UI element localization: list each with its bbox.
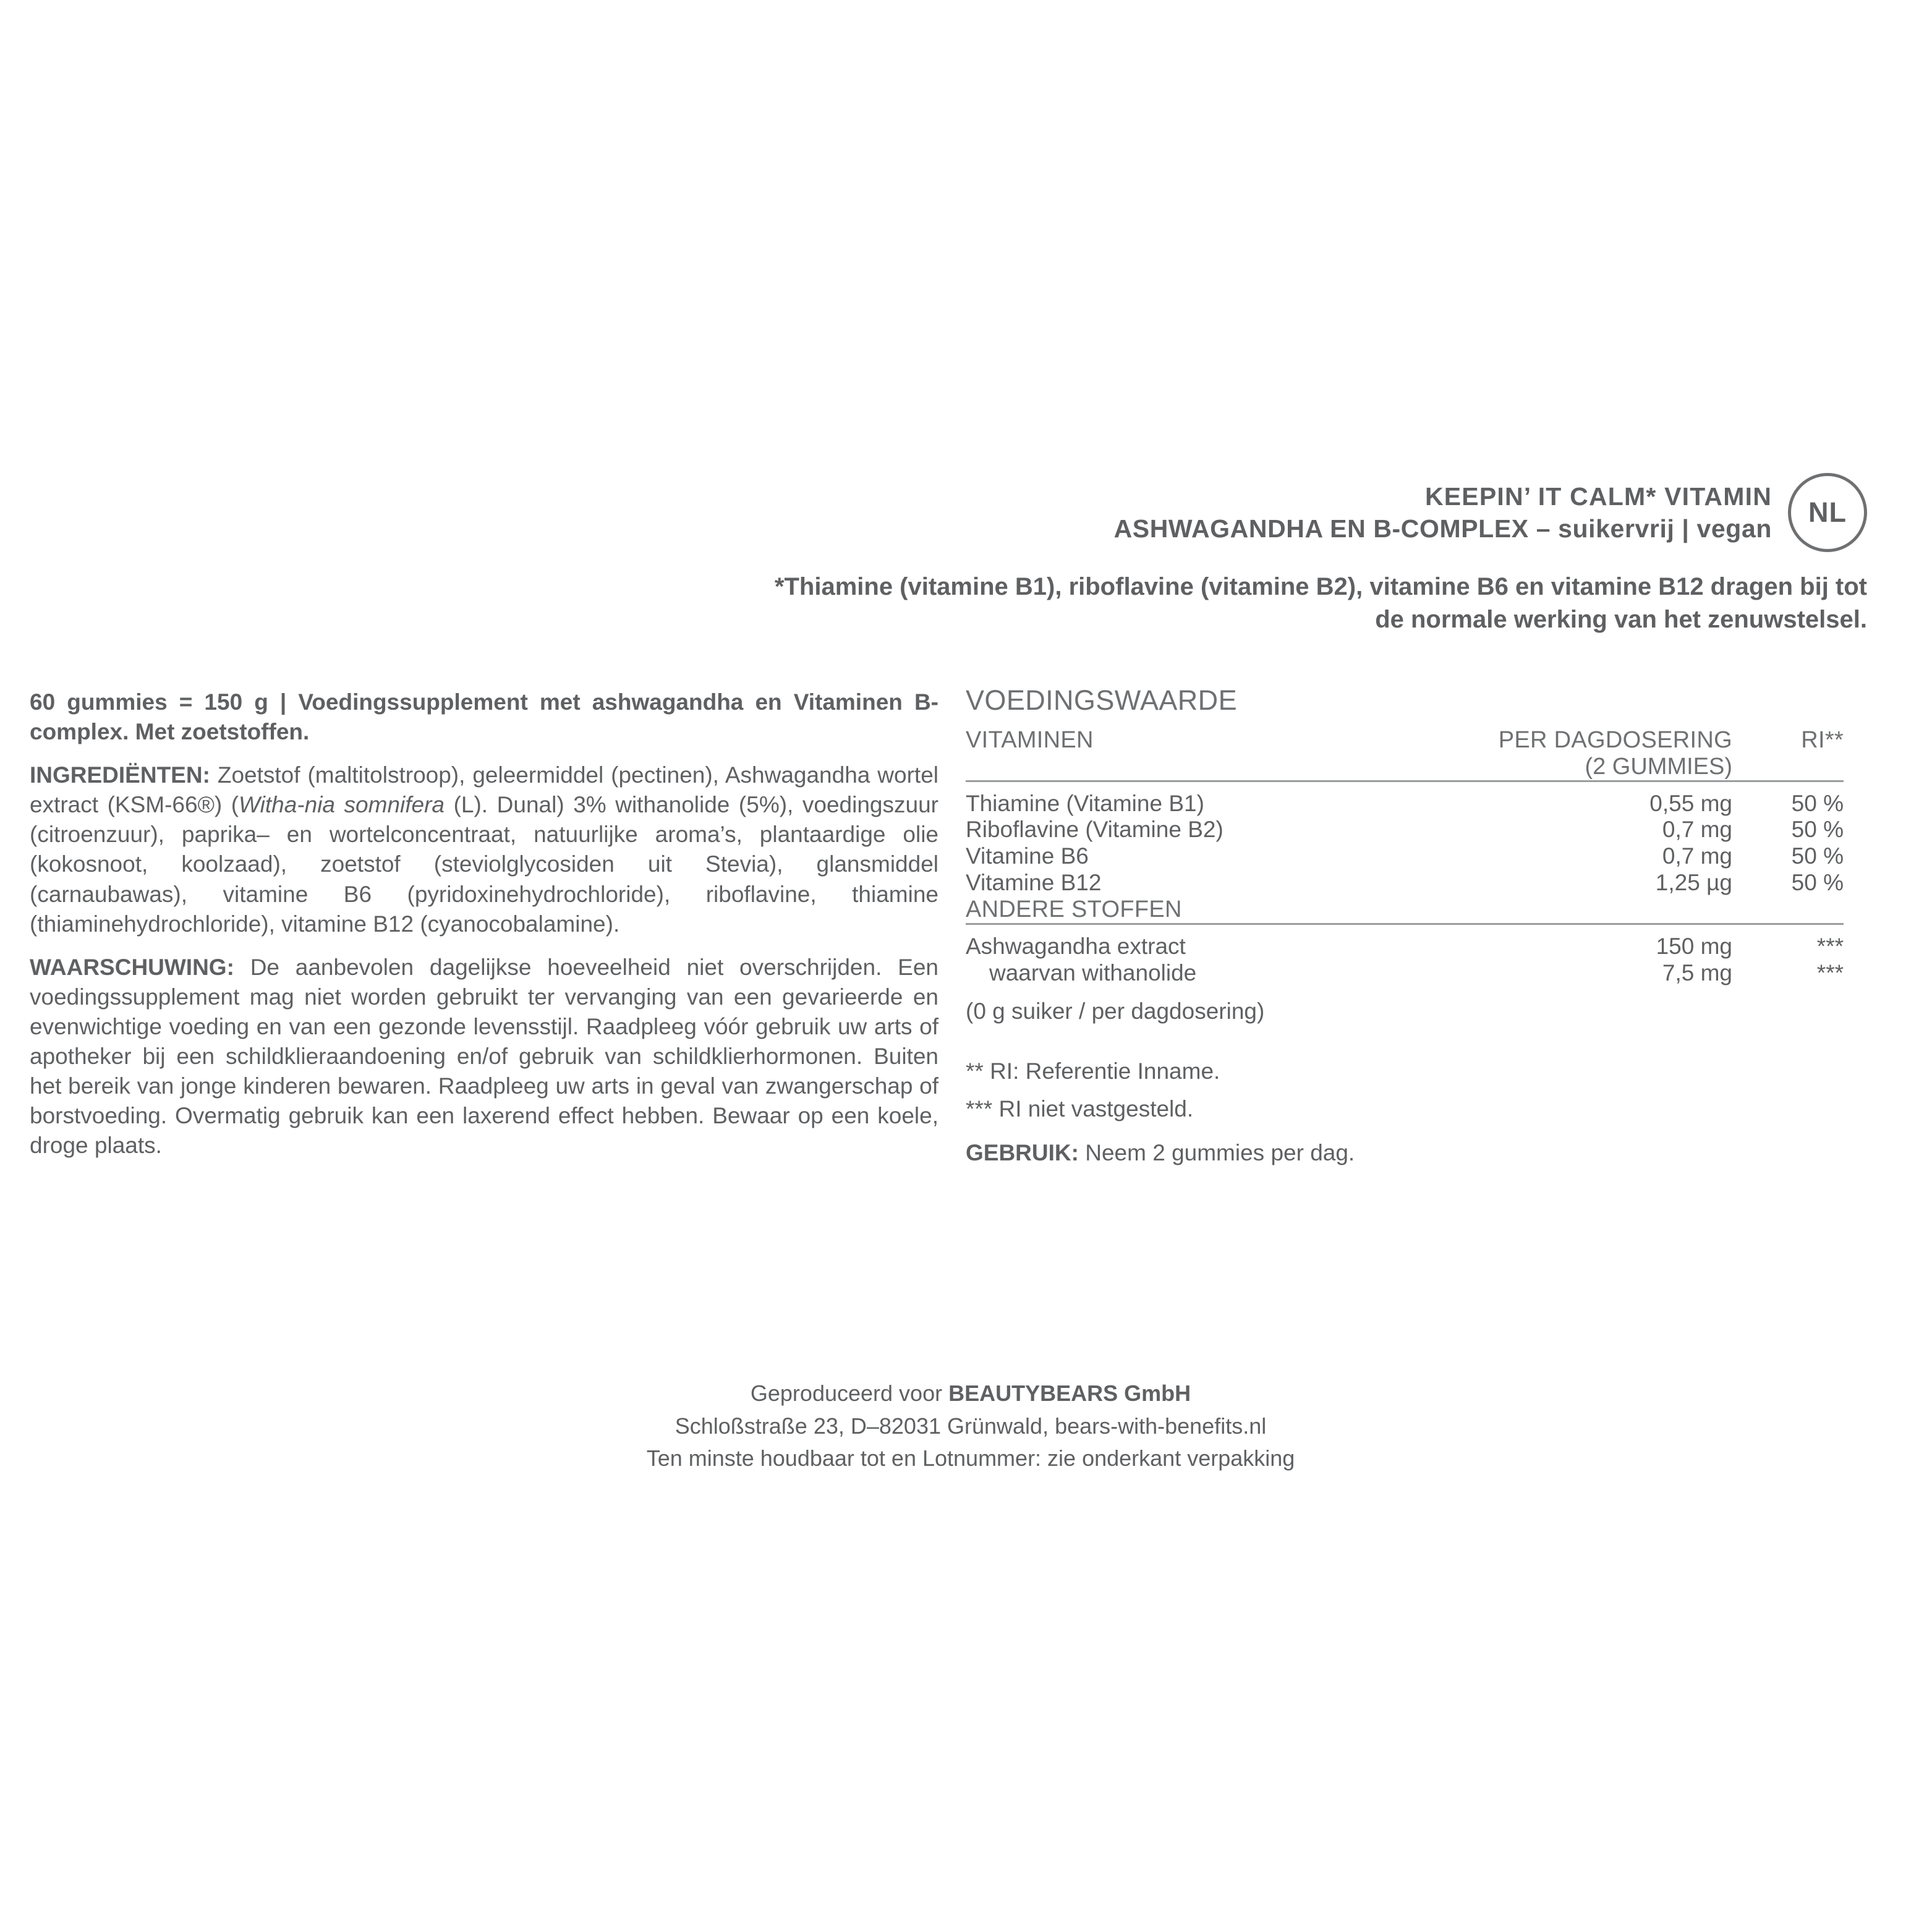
product-title-line1: KEEPIN’ IT CALM* VITAMIN xyxy=(1424,482,1772,511)
nutrition-header-ri-empty xyxy=(1732,754,1844,780)
footer-address-line: Schloßstraße 23, D–82031 Grünwald, bears-with-benefits.nl xyxy=(674,1413,1267,1439)
nutrition-footnotes xyxy=(966,1055,1844,1170)
nutrition-header-ri: RI** xyxy=(1801,726,1844,753)
table-row xyxy=(966,781,1844,817)
ingredients-text-part2: (L). Dunal) 3% withanolide (5%), voedingszuur (citroenzuur), paprika– en wortelconcentraat, natuurlijke aroma’s, plantaardige olie (kokosnoot, koolzaad), zoetstof (steviolglycosiden uit Stevia), glansmiddel (carnaubawas), vitamine B6 (pyridoxinehydrochloride), riboflavine, thiamine (thiaminehydrochloride), vitamine B12 (cyanocobalamine). xyxy=(30,792,938,937)
other-name: Ashwagandha extract xyxy=(966,934,1186,960)
nutrition-header-name-empty xyxy=(966,754,1466,780)
nutrition-column xyxy=(966,685,1844,1170)
vitamin-value: 0,55 mg xyxy=(1649,790,1732,816)
table-row xyxy=(966,960,1844,987)
other-substances-header: ANDERE STOFFEN xyxy=(966,896,1182,923)
table-row xyxy=(966,924,1844,960)
usage-label: GEBRUIK: xyxy=(966,1139,1079,1165)
other-ri: *** xyxy=(1816,934,1844,960)
other-value: 7,5 mg xyxy=(1662,960,1732,986)
vitamin-name: Vitamine B12 xyxy=(966,870,1102,896)
table-row xyxy=(966,817,1844,843)
health-claim: *Thiamine (vitamine B1), riboflavine (vitamine B2), vitamine B6 en vitamine B12 dragen bij tot de normale werking van het zenuwstelsel. xyxy=(774,573,1867,634)
vitamin-name: Thiamine (Vitamine B1) xyxy=(966,790,1204,816)
serving-lead-text: 60 gummies = 150 g | Voedingssupplement met ashwagandha en Vitaminen B-complex. Met zoetstoffen. xyxy=(30,689,938,745)
footer-company-name: BEAUTYBEARS GmbH xyxy=(948,1381,1191,1406)
usage-text: Neem 2 gummies per dag. xyxy=(1078,1139,1355,1165)
vitamin-name: Riboflavine (Vitamine B2) xyxy=(966,817,1223,843)
nutrition-header-value: PER DAGDOSERING xyxy=(1498,726,1732,753)
other-ri: *** xyxy=(1816,960,1844,986)
other-value: 150 mg xyxy=(1656,934,1732,960)
warning-text: De aanbevolen dagelijkse hoeveelheid niet overschrijden. Een voedingssupplement mag niet worden gebruikt ter vervanging van een gevarieerde en evenwichtige voeding en van een gezonde levensstijl. Raadpleeg vóór gebruik uw arts of apotheker bij een schildklieraandoening en/of gebruik van schildklierhormonen. Buiten het bereik van jonge kinderen bewaren. Raadpleeg uw arts in geval van zwangerschap of borstvoeding. Overmatig gebruik kan een laxerend effect hebben. Bewaar op een koele, droge plaats. xyxy=(30,954,938,1159)
ingredients-label: INGREDIËNTEN: xyxy=(30,762,210,788)
ingredients-latin-name: Witha-nia somnifera xyxy=(239,792,445,818)
vitamin-ri: 50 % xyxy=(1791,870,1844,896)
header-title-row xyxy=(692,473,1867,552)
nutrition-title: VOEDINGSWAARDE xyxy=(966,684,1237,716)
other-substances-header-row xyxy=(966,896,1844,923)
nutrition-header-row xyxy=(966,727,1844,754)
vitamin-value: 0,7 mg xyxy=(1662,817,1732,843)
country-badge-nl: NL xyxy=(1788,473,1867,552)
usage-line xyxy=(966,1136,1844,1170)
footer-produced-for: Geproduceerd voor xyxy=(750,1381,949,1406)
footnote-ri: ** RI: Referentie Inname. xyxy=(966,1058,1220,1084)
vitamin-ri: 50 % xyxy=(1791,843,1844,869)
product-title-line2: ASHWAGANDHA EN B-COMPLEX – suikervrij | vegan xyxy=(1113,514,1772,543)
vitamin-name: Vitamine B6 xyxy=(966,843,1089,869)
sugar-note: (0 g suiker / per dagdosering) xyxy=(966,998,1265,1024)
table-row xyxy=(966,870,1844,896)
left-column xyxy=(30,687,938,1174)
vitamin-value: 0,7 mg xyxy=(1662,843,1732,869)
nutrition-header-value-sub: (2 GUMMIES) xyxy=(1585,753,1732,780)
vitamin-value: 1,25 µg xyxy=(1655,870,1732,896)
footer-bestbefore-line: Ten minste houdbaar tot en Lotnummer: zie onderkant verpakking xyxy=(646,1445,1295,1471)
header xyxy=(692,473,1867,636)
footnote-not-established: *** RI niet vastgesteld. xyxy=(966,1096,1194,1122)
vitamin-ri: 50 % xyxy=(1791,790,1844,816)
header-titles xyxy=(1114,480,1772,545)
nutrition-header-name: VITAMINEN xyxy=(966,726,1094,753)
warning-paragraph xyxy=(30,953,938,1161)
nutrition-header-subrow xyxy=(966,754,1844,780)
warning-label: WAARSCHUWING: xyxy=(30,954,234,980)
ingredients-paragraph xyxy=(30,760,938,939)
ingredients-text-part1: Zoetstof (maltitolstroop), geleermiddel (pectinen), Ashwagandha wortel extract (KSM-66®) ( xyxy=(30,762,938,818)
footer-manufacturer-line xyxy=(383,1377,1558,1410)
footer xyxy=(383,1377,1558,1475)
nutrition-table xyxy=(966,727,1844,987)
table-row xyxy=(966,843,1844,870)
vitamin-ri: 50 % xyxy=(1791,817,1844,843)
other-name: waarvan withanolide xyxy=(989,960,1197,986)
